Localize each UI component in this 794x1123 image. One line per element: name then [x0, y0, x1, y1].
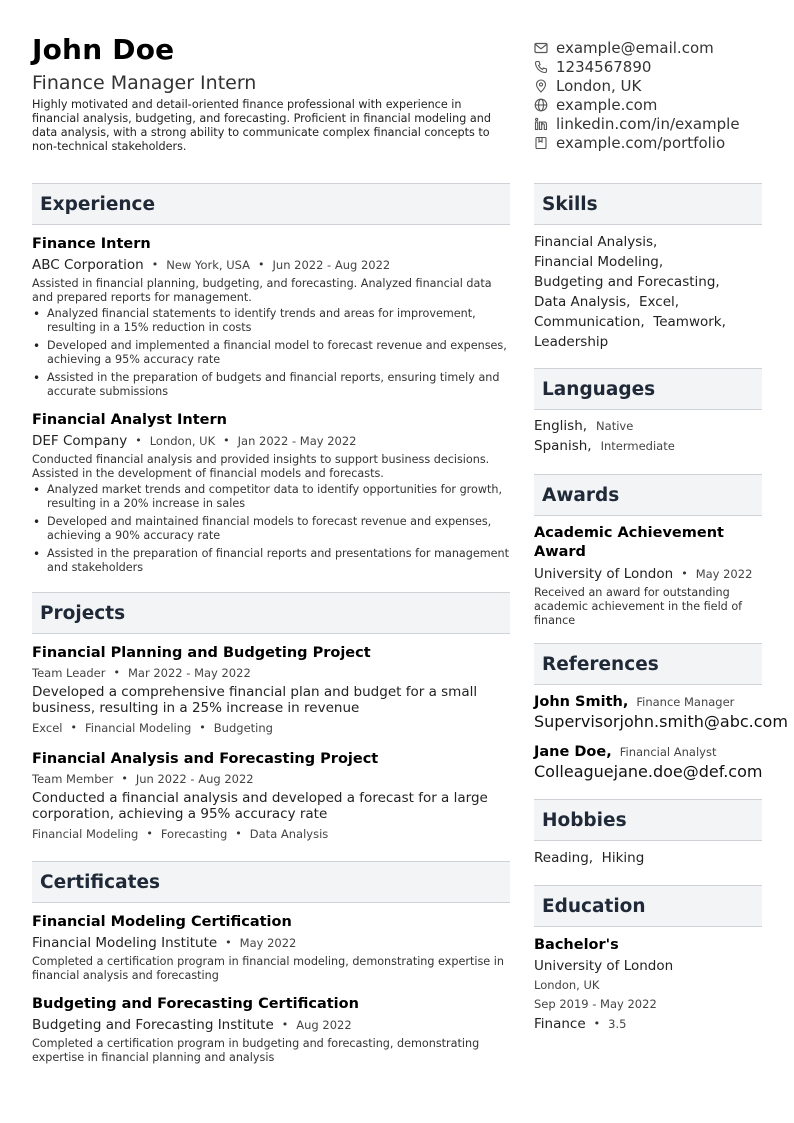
profile-summary: Highly motivated and detail-oriented finance professional with experience in financial analysis, budgeting, and forecasting. Proficient in financial modeling and data analysis, with a strong ability to communicate complex financial concepts to non-technical stakeholders. [32, 98, 491, 153]
achievement-item: • Analyzed market trends and competitor data to identify opportunities for growth, resulting in a 20% increase in sales [32, 483, 510, 511]
experience-heading: Experience [32, 183, 510, 225]
hobbies-heading: Hobbies [534, 799, 762, 841]
project-tags [32, 824, 510, 844]
job-achievements [32, 483, 510, 575]
reference-name: Jane Doe, [534, 744, 612, 760]
project-tag: Forecasting [160, 827, 228, 841]
skill-line: Communication, Teamwork, [534, 314, 726, 330]
separator-dot: • [593, 1017, 601, 1030]
project-meta [32, 769, 510, 789]
separator-dot: • [146, 827, 153, 840]
languages-heading: Languages [534, 368, 762, 410]
right-column [534, 183, 788, 1034]
reference-item [534, 742, 762, 781]
project-item [32, 749, 510, 844]
job-location: London, UK [149, 434, 216, 448]
hobbies-section [534, 799, 762, 868]
mail-icon [534, 41, 548, 55]
certificates-section [32, 861, 510, 1065]
resume-header [32, 32, 502, 154]
separator-dot: • [135, 434, 142, 447]
job-title: Financial Analyst Intern [32, 412, 227, 428]
experience-item [32, 410, 510, 575]
left-column [32, 183, 510, 1065]
certificate-item [32, 994, 510, 1065]
project-tag: Excel [32, 721, 63, 735]
awards-heading: Awards [534, 474, 762, 516]
references-heading: References [534, 643, 762, 685]
separator-dot: • [121, 772, 128, 785]
project-title: Financial Analysis and Forecasting Project [32, 751, 379, 767]
separator-dot: • [225, 936, 232, 949]
achievement-item: • Developed and implemented a financial model to forecast revenue and expenses, achieving a 95% accuracy rate [32, 339, 510, 367]
separator-dot: • [258, 258, 265, 271]
project-meta [32, 663, 510, 683]
certificates-heading: Certificates [32, 861, 510, 903]
project-dates: Jun 2022 - Aug 2022 [135, 772, 254, 786]
job-location: New York, USA [166, 258, 251, 272]
education-heading: Education [534, 885, 762, 927]
job-dates: Jan 2022 - May 2022 [237, 434, 357, 448]
reference-name: John Smith, [534, 694, 629, 710]
contact-portfolio[interactable] [534, 133, 774, 152]
language-level: Native [596, 419, 634, 433]
education-field-meta [534, 1014, 762, 1034]
job-dates: Jun 2022 - Aug 2022 [272, 258, 391, 272]
reference-email[interactable]: jane.doe@def.com [613, 762, 763, 781]
education-dates: Sep 2019 - May 2022 [534, 997, 657, 1011]
achievement-item: • Assisted in the preparation of financial reports and presentations for management and stakeholders [32, 547, 510, 575]
degree-name: Bachelor's [534, 937, 619, 953]
separator-dot: • [199, 721, 206, 734]
certificate-title: Budgeting and Forecasting Certification [32, 996, 359, 1012]
candidate-name: John Doe [32, 33, 175, 66]
certificate-date: Aug 2022 [296, 1018, 352, 1032]
award-meta [534, 564, 762, 584]
project-tag: Budgeting [213, 721, 273, 735]
candidate-title: Finance Manager Intern [32, 72, 257, 94]
achievement-item: • Developed and maintained financial models to forecast revenue and expenses, achieving a 90% accuracy rate [32, 515, 510, 543]
language-level: Intermediate [600, 439, 675, 453]
skills-heading: Skills [534, 183, 762, 225]
reference-header [534, 742, 762, 762]
languages-section [534, 368, 762, 456]
skill-line: Financial Modeling, [534, 254, 664, 270]
company-name: DEF Company [32, 433, 128, 449]
portfolio-icon [534, 136, 548, 150]
website-text: example.com [556, 95, 658, 114]
reference-details [534, 762, 762, 781]
project-tag: Financial Modeling [32, 827, 139, 841]
reference-item [534, 692, 788, 731]
project-tag: Data Analysis [249, 827, 329, 841]
skill-line: Financial Analysis, [534, 234, 658, 250]
project-title: Financial Planning and Budgeting Project [32, 645, 371, 661]
award-issuer: University of London [534, 566, 674, 582]
school-name: University of London [534, 958, 674, 974]
project-dates: Mar 2022 - May 2022 [127, 666, 251, 680]
job-meta [32, 431, 510, 451]
school-location: London, UK [534, 978, 600, 992]
language-item [534, 436, 762, 456]
portfolio-text: example.com/portfolio [556, 133, 726, 152]
project-tag: Financial Modeling [84, 721, 192, 735]
contact-linkedin[interactable] [534, 114, 774, 133]
reference-position: Finance Manager [636, 695, 735, 709]
job-title: Finance Intern [32, 236, 151, 252]
contact-location [534, 76, 774, 95]
projects-heading: Projects [32, 592, 510, 634]
projects-section [32, 592, 510, 844]
project-item [32, 643, 510, 738]
email-text: example@email.com [556, 38, 714, 57]
certificate-meta [32, 933, 510, 953]
education-section [534, 885, 762, 1034]
references-section [534, 643, 788, 781]
separator-dot: • [681, 567, 688, 580]
separator-dot: • [151, 258, 159, 271]
achievement-item: • Analyzed financial statements to identify trends and areas for improvement, resulting in a 15% reduction in costs [32, 307, 510, 335]
awards-section [534, 474, 762, 628]
separator-dot: • [113, 666, 120, 679]
certificate-issuer: Budgeting and Forecasting Institute [32, 1017, 274, 1033]
award-title: Academic Achievement Award [534, 525, 724, 560]
project-role: Team Member [32, 772, 114, 786]
skill-line: Data Analysis, Excel, [534, 294, 680, 310]
project-description: Conducted a financial analysis and developed a forecast for a large corporation, achieving a 95% accuracy rate [32, 790, 488, 822]
language-name: English, [534, 418, 588, 434]
skills-list [534, 232, 762, 352]
certificate-description: Completed a certification program in budgeting and forecasting, demonstrating expertise in financial planning and analysis [32, 1037, 480, 1064]
job-description: Conducted financial analysis and provided insights to support business decisions. Assisted in the development of financial models and forecasts. [32, 453, 490, 480]
job-achievements [32, 307, 510, 399]
separator-dot: • [235, 827, 242, 840]
separator-dot: • [223, 434, 230, 447]
experience-item [32, 234, 510, 399]
job-meta [32, 255, 510, 275]
reference-header [534, 692, 762, 712]
project-role: Team Leader [32, 666, 106, 680]
location-text: London, UK [556, 76, 642, 95]
contact-website[interactable] [534, 95, 774, 114]
language-item [534, 416, 762, 436]
globe-icon [534, 98, 548, 112]
reference-position: Financial Analyst [619, 745, 717, 759]
certificate-item [32, 912, 510, 983]
language-name: Spanish, [534, 438, 592, 454]
education-item [534, 935, 762, 1034]
certificate-description: Completed a certification program in financial modeling, demonstrating expertise in financial analysis and forecasting [32, 955, 504, 982]
achievement-item: • Assisted in the preparation of budgets and financial reports, ensuring timely and accurate submissions [32, 371, 510, 399]
project-description: Developed a comprehensive financial plan and budget for a small business, resulting in a 25% increase in revenue [32, 684, 478, 716]
map-pin-icon [534, 79, 548, 93]
skills-section [534, 183, 762, 352]
contact-info [534, 38, 774, 152]
company-name: ABC Corporation [32, 257, 144, 273]
reference-details [534, 712, 788, 731]
phone-text: 1234567890 [556, 57, 652, 76]
certificate-issuer: Financial Modeling Institute [32, 935, 218, 951]
award-item [534, 524, 762, 628]
field-of-study: Finance [534, 1016, 586, 1032]
job-description: Assisted in financial planning, budgeting, and forecasting. Analyzed financial data and prepared reports for management. [32, 277, 492, 304]
award-date: May 2022 [695, 567, 753, 581]
contact-phone[interactable] [534, 57, 774, 76]
reference-email[interactable]: john.smith@abc.com [619, 712, 788, 731]
certificate-date: May 2022 [239, 936, 297, 950]
certificate-meta [32, 1015, 510, 1035]
certificate-title: Financial Modeling Certification [32, 914, 292, 930]
languages-list [534, 416, 762, 456]
phone-icon [534, 60, 548, 74]
skill-line: Leadership [534, 334, 609, 350]
separator-dot: • [281, 1018, 289, 1031]
reference-relation: Colleague [534, 762, 614, 781]
award-description: Received an award for outstanding academic achievement in the field of finance [534, 586, 743, 627]
separator-dot: • [70, 721, 77, 734]
linkedin-icon [534, 117, 548, 131]
reference-relation: Supervisor [534, 712, 620, 731]
experience-section [32, 183, 510, 575]
contact-email[interactable] [534, 38, 774, 57]
linkedin-text: linkedin.com/in/example [556, 114, 740, 133]
education-grade: 3.5 [608, 1017, 627, 1031]
skill-line: Budgeting and Forecasting, [534, 274, 720, 290]
hobbies-list: Reading, Hiking [534, 850, 645, 866]
project-tags [32, 718, 510, 738]
